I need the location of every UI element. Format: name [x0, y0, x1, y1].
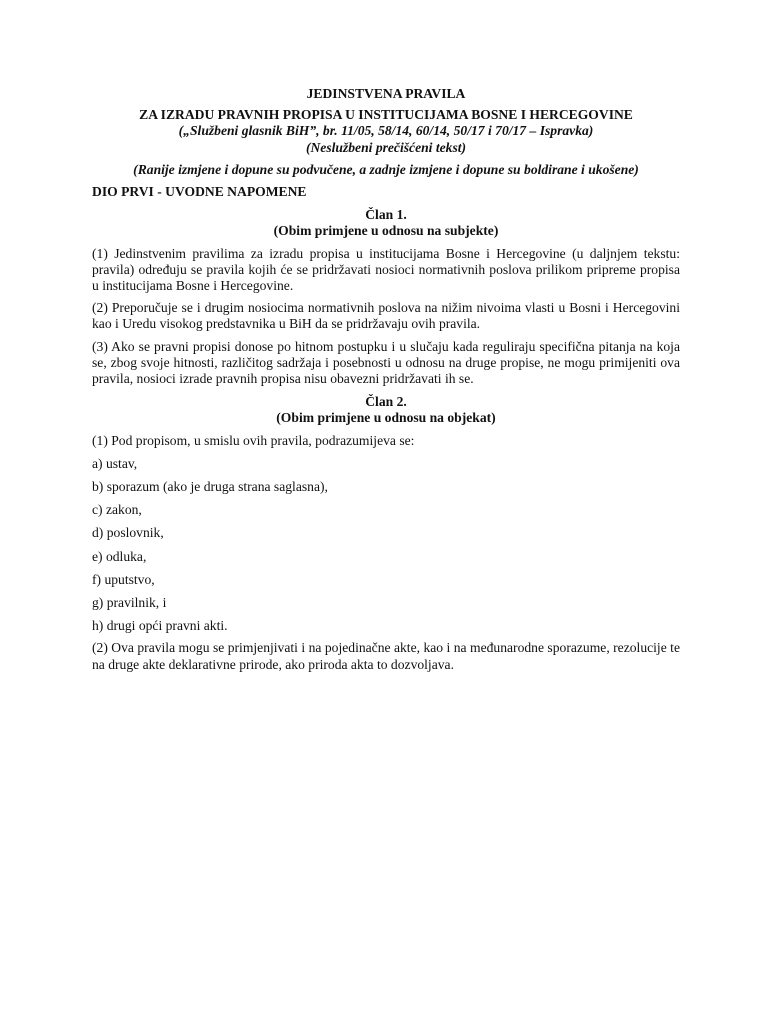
- article-2-subheading: (Obim primjene u odnosu na objekat): [276, 410, 496, 426]
- gazette-reference: („Službeni glasnik BiH”, br. 11/05, 58/14, 60/14, 50/17 i 70/17 – Ispravka): [178, 123, 594, 139]
- unofficial-text-note: (Neslužbeni prečišćeni tekst): [305, 139, 467, 155]
- amendments-note: (Ranije izmjene i dopune su podvučene, a zadnje izmjene i dopune su boldirane i ukošene): [133, 161, 639, 177]
- list-item: f) uputstvo,: [92, 571, 155, 587]
- list-item: b) sporazum (ako je druga strana saglasna),: [92, 479, 328, 495]
- list-item: h) drugi opći pravni akti.: [92, 618, 228, 634]
- article-2-closing-paragraph: (2) Ova pravila mogu se primjenjivati i na pojedinačne akte, kao i na međunarodne sporazume, rezolucije te na druge akte deklarativne prirode, ako priroda akta to dozvoljava.: [92, 640, 680, 672]
- article-1-paragraph-2: (2) Preporučuje se i drugim nosiocima normativnih poslova na nižim nivoima vlasti u Bosni i Hercegovini kao i Uredu visokog predstavnika u BiH da se pridržavaju ovih pravila.: [92, 300, 680, 332]
- article-2-heading: Član 2.: [365, 394, 407, 410]
- list-item: g) pravilnik, i: [92, 595, 167, 611]
- list-item: a) ustav,: [92, 455, 138, 471]
- list-item: c) zakon,: [92, 502, 142, 518]
- document-content: [92, 86, 680, 673]
- article-1-heading: Član 1.: [365, 207, 407, 223]
- document-subtitle: ZA IZRADU PRAVNIH PROPISA U INSTITUCIJAMA BOSNE I HERCEGOVINE: [139, 107, 633, 123]
- section-heading: DIO PRVI - UVODNE NAPOMENE: [92, 184, 307, 200]
- article-1-subheading: (Obim primjene u odnosu na subjekte): [273, 223, 499, 239]
- list-item: e) odluka,: [92, 548, 147, 564]
- article-1-paragraph-1: (1) Jedinstvenim pravilima za izradu propisa u institucijama Bosne i Hercegovine (u daljnjem tekstu: pravila) određuju se pravila kojih će se pridržavati nosioci normativnih poslova prilikom pripreme propisa u institucijama Bosne i Hercegovine.: [92, 245, 680, 294]
- article-1-paragraph-3: (3) Ako se pravni propisi donose po hitnom postupku i u slučaju kada reguliraju specifična pitanja na koja se, zbog svoje hitnosti, različitog sadržaja i posebnosti u odnosu na druge propise, ne mogu primijeniti ova pravila, nosioci izrade pravnih propisa nisu obavezni pridržavati ih se.: [92, 338, 680, 387]
- article-2-intro: (1) Pod propisom, u smislu ovih pravila, podrazumijeva se:: [92, 432, 415, 448]
- list-item: d) poslovnik,: [92, 525, 164, 541]
- document-title: JEDINSTVENA PRAVILA: [306, 86, 466, 101]
